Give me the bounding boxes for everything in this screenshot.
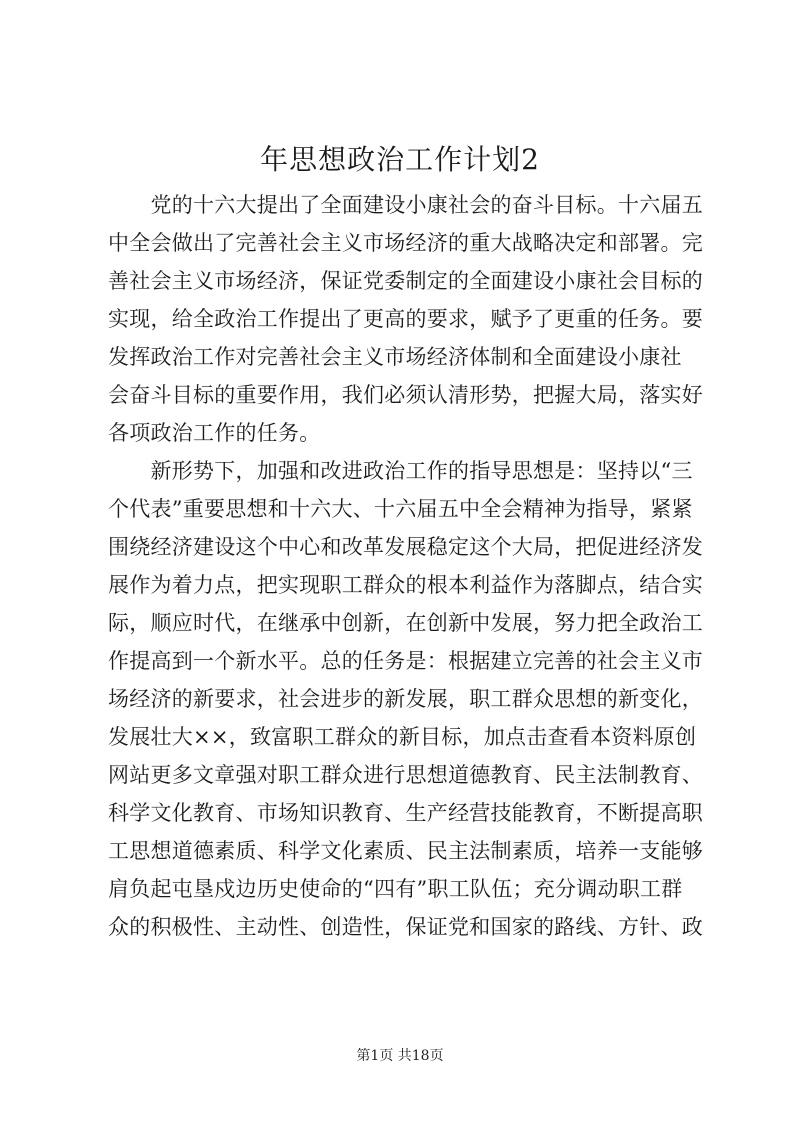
- text-line: 作提高到一个新水平。总的任务是：根据建立完善的社会主义市: [108, 649, 703, 673]
- text-line: 科学文化教育、市场知识教育、生产经营技能教育，不断提高职: [108, 801, 703, 825]
- text-line: 肩负起屯垦戍边历史使命的“四有”职工队伍；充分调动职工群: [108, 877, 683, 901]
- document-title: 年思想政治工作计划2: [260, 143, 540, 176]
- text-line: 众的积极性、主动性、创造性，保证党和国家的路线、方针、政: [108, 915, 703, 939]
- text-line: 各项政治工作的任务。: [108, 421, 321, 445]
- text-line: 党的十六大提出了全面建设小康社会的奋斗目标。十六届五: [108, 193, 703, 217]
- text-line: 围绕经济建设这个中心和改革发展稳定这个大局，把促进经济发: [108, 535, 703, 559]
- text-line: 个代表”重要思想和十六大、十六届五中全会精神为指导，紧紧: [108, 497, 693, 521]
- text-line: 发展壮大××，致富职工群众的新目标，加点击查看本资料原创: [108, 725, 697, 749]
- text-line: 实现，给全政治工作提出了更高的要求，赋予了更重的任务。要: [108, 307, 703, 331]
- text-line: 工思想道德素质、科学文化素质、民主法制素质，培养一支能够: [108, 839, 703, 863]
- text-line: 发挥政治工作对完善社会主义市场经济体制和全面建设小康社: [108, 345, 682, 369]
- text-line: 网站更多文章强对职工群众进行思想道德教育、民主法制教育、: [108, 763, 703, 787]
- text-line: 善社会主义市场经济，保证党委制定的全面建设小康社会目标的: [108, 269, 703, 293]
- text-line: 际，顺应时代，在继承中创新，在创新中发展，努力把全政治工: [108, 611, 703, 635]
- text-line: 新形势下，加强和改进政治工作的指导思想是：坚持以“三: [108, 459, 693, 483]
- text-line: 场经济的新要求，社会进步的新发展，职工群众思想的新变化，: [108, 687, 703, 711]
- body-text: [108, 186, 708, 946]
- text-line: 展作为着力点，把实现职工群众的根本利益作为落脚点，结合实: [108, 573, 703, 597]
- page-number-footer: 第1页 共18页: [356, 1048, 444, 1064]
- text-line: 会奋斗目标的重要作用，我们必须认清形势，把握大局，落实好: [108, 383, 703, 407]
- text-line: 中全会做出了完善社会主义市场经济的重大战略决定和部署。完: [108, 231, 703, 255]
